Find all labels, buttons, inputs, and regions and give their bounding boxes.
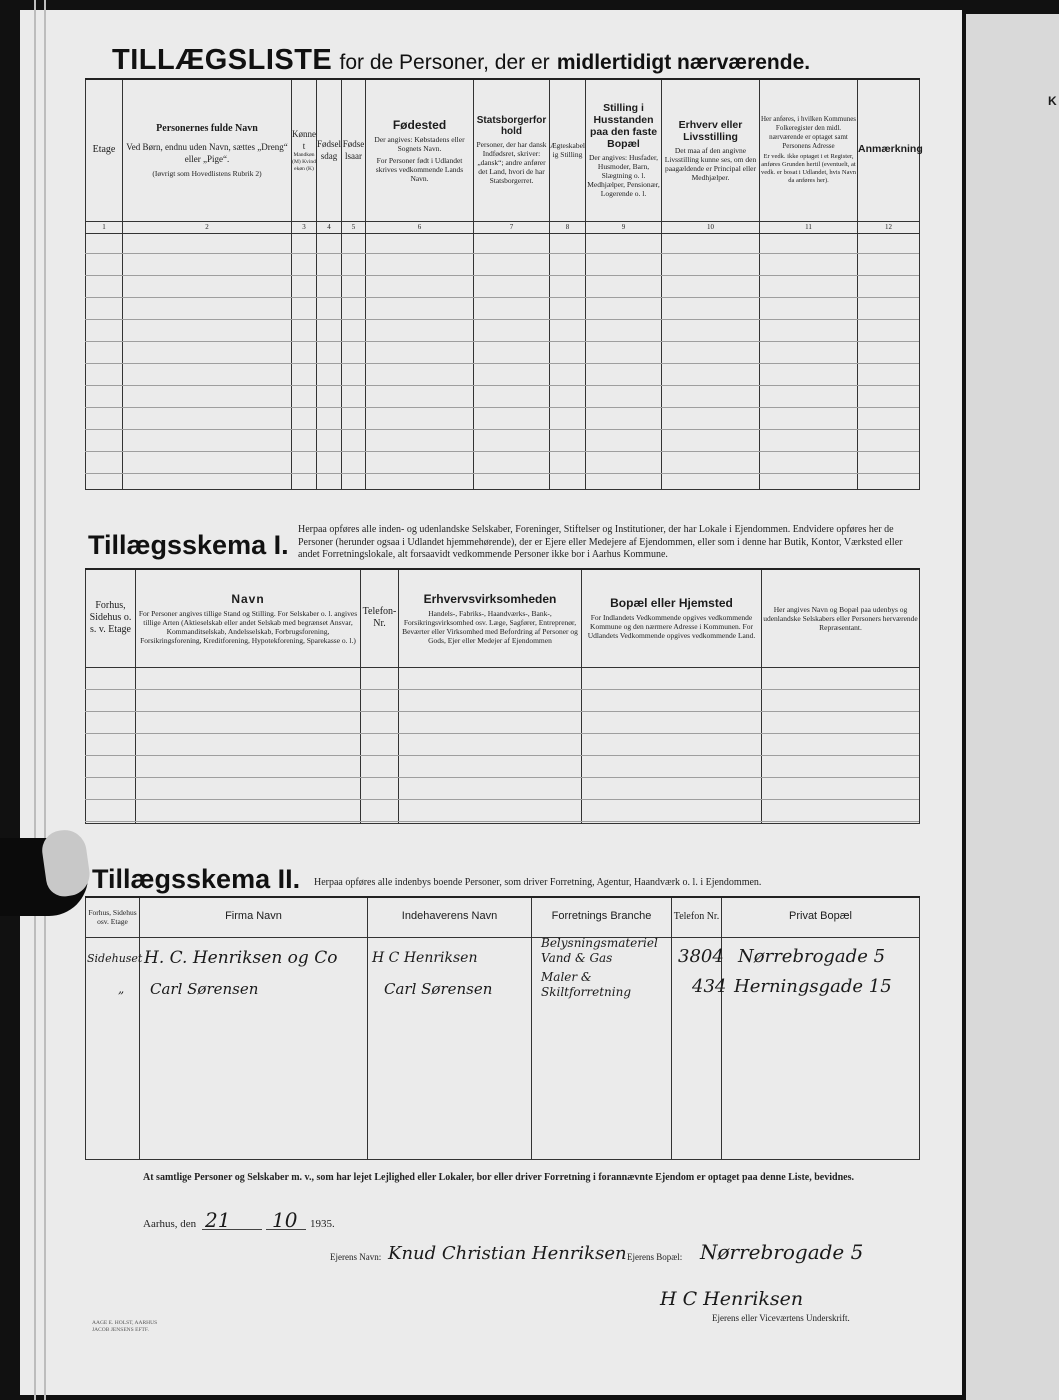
next-page-edge xyxy=(966,14,1059,1400)
row-branch: Belysningsmateriel Vand & Gas xyxy=(541,936,658,965)
certification-text: At samtlige Personer og Selskaber m. v., som har lejet Lejlighed eller Lokaler, bor eller driver Forretning i forannævnte Ejendom er optaget paa denne Liste, bevidnes. xyxy=(143,1172,854,1183)
binding-line xyxy=(34,0,36,1400)
col-num: 5 xyxy=(342,221,366,233)
col-sex: Kønnet Mandkøn (M) Kvindekøn (K) xyxy=(292,79,317,221)
s2-col-owner: Indehaverens Navn xyxy=(368,897,532,937)
col-citizenship: Statsborgerforhold Personer, der har dansk Indfødsret, skriver: „dansk“; andre anfører det Land, hvori de har Statsborgerret. xyxy=(474,79,550,221)
col-num: 8 xyxy=(550,221,586,233)
col-marital: Ægteskabelig Stilling xyxy=(550,79,586,221)
col-household: Stilling i Husstanden paa den faste Bopæl Der angives: Husfader, Husmoder, Barn, Slægtning o. l. Medhjælper, Pensionær, Logerende o. l. xyxy=(586,79,662,221)
s2-col-firm: Firma Navn xyxy=(140,897,368,937)
col-remarks: Anmærkning xyxy=(858,79,920,221)
row-firm: Carl Sørensen xyxy=(150,980,259,998)
s2-col-phone: Telefon Nr. xyxy=(672,897,722,937)
s2-col-etage: Forhus, Sidehus osv. Etage xyxy=(86,897,140,937)
col-name: Personernes fulde Navn Ved Børn, endnu uden Navn, sættes „Dreng“ eller „Pige“. (Iøvrigt som Hovedlistens Rubrik 2) xyxy=(123,79,292,221)
row-phone: 434 xyxy=(692,976,727,997)
schema2-table xyxy=(85,896,920,1160)
col-num: 11 xyxy=(760,221,858,233)
next-page-fragment: K xyxy=(1048,94,1057,108)
row-owner: H C Henriksen xyxy=(372,950,478,966)
col-num: 12 xyxy=(858,221,920,233)
signature-label: Ejerens eller Viceværtens Underskrift. xyxy=(712,1313,850,1323)
col-birthyear: Fødselsaar xyxy=(342,79,366,221)
col-register: Her anføres, i hvilken Kommunes Folkeregister den midl. nærværende er optaget samt Personens Adresse Er vedk. ikke optaget i et Register, anføres Grunden hertil (eventuelt, at vedk. er bosat i Udlandet, hvis Navn da anføres her). xyxy=(760,79,858,221)
printer-imprint: AAGE E. HOLST, AARHUS JACOB JENSENS EFTF. xyxy=(92,1320,158,1333)
binding-line xyxy=(44,0,46,1400)
col-num: 9 xyxy=(586,221,662,233)
row-firm: H. C. Henriksen og Co xyxy=(144,948,338,968)
s1-col-phone: Telefon-Nr. xyxy=(361,569,399,667)
row-address: Herningsgade 15 xyxy=(734,976,892,997)
date-month: 10 xyxy=(272,1208,298,1232)
place-date-label: Aarhus, den xyxy=(143,1218,197,1230)
owner-signature: H C Henriksen xyxy=(660,1288,804,1310)
col-birthplace: Fødested Der angives: Købstadens eller Sognets Navn. For Personer født i Udlandet skrives vedkommende Lands Navn. xyxy=(366,79,474,221)
row-etage: „ xyxy=(118,982,125,996)
s1-col-etage: Forhus, Sidehus o. s. v. Etage xyxy=(86,569,136,667)
schema1-note: Herpaa opføres alle inden- og udenlandske Selskaber, Foreninger, Stiftelser og Institutioner, der har Lokale i Ejendommen. Endvidere opføres her de Personer (herunder ogsaa i Udlandet hjemmehørende), der er Ejere eller Medejere af Ejendommen, eller som i denne har Butik, Kontor, Værksted eller andet Forretningslokale, alt forsaavidt vedkommende Personer ikke bor i Aarhus Kommune. xyxy=(298,524,903,560)
row-etage: Sidehuset xyxy=(87,952,143,965)
owner-address-label: Ejerens Bopæl: xyxy=(627,1252,683,1262)
main-title xyxy=(112,44,810,77)
s2-col-address: Privat Bopæl xyxy=(722,897,920,937)
col-num: 4 xyxy=(317,221,342,233)
owner-name-label: Ejerens Navn: xyxy=(330,1252,382,1262)
col-birthday: Fødselsdag xyxy=(317,79,342,221)
title-main-word: TILLÆGSLISTE xyxy=(112,44,333,76)
s1-col-name: Navn For Personer angives tillige Stand og Stilling. For Selskaber o. l. angives tillige Arten (Aktieselskab eller andet Selskab med begrænset Ansvar, Kommanditselskab, Andelsselskab, Forbrugsforening, Forsikringsforening, Kreditforening, Hypotekforening, Sparekasse o. l.) xyxy=(136,569,361,667)
row-address: Nørrebrogade 5 xyxy=(738,946,886,967)
schema2-note: Herpaa opføres alle indenbys boende Personer, som driver Forretning, Agentur, Haandværk o. l. i Ejendommen. xyxy=(314,877,762,888)
col-num: 2 xyxy=(123,221,292,233)
schema2-body xyxy=(86,937,920,1160)
col-occupation: Erhverv eller Livsstilling Det maa af den angivne Livsstilling kunne ses, om den paagældende er Principal eller Medhjælper. xyxy=(662,79,760,221)
title-middle: for de Personer, der er xyxy=(339,51,550,74)
s1-col-representative: Her angives Navn og Bopæl paa udenbys og udenlandske Selskabers eller Personers herværende Repræsentant. xyxy=(762,569,920,667)
date-year: 1935. xyxy=(310,1218,335,1230)
owner-address: Nørrebrogade 5 xyxy=(700,1240,864,1264)
schema1-ruling xyxy=(85,668,919,822)
s1-col-residence: Bopæl eller Hjemsted For Indlandets Vedkommende opgives vedkommende Kommune og den nærmere Adresse i Kommunen. For Udlandets Vedkommende opgives vedkommende Land. xyxy=(582,569,762,667)
col-num: 6 xyxy=(366,221,474,233)
col-num: 7 xyxy=(474,221,550,233)
row-branch: Maler & Skiltforretning xyxy=(541,970,632,999)
row-owner: Carl Sørensen xyxy=(384,980,493,998)
date-day: 21 xyxy=(205,1208,231,1232)
schema1-title: Tillægsskema I. xyxy=(88,530,289,560)
s2-col-branch: Forretnings Branche xyxy=(532,897,672,937)
s1-col-business: Erhvervsvirksomheden Handels-, Fabriks-, Haandværks-, Bank-, Forsikringsvirksomhed osv. Læge, Sagfører, Entreprenør, Beværter eller Virksomhed med Befordring af Personer og Gods, Ejer eller Medejer af Ejendommen xyxy=(399,569,582,667)
col-num: 10 xyxy=(662,221,760,233)
col-etage: Etage xyxy=(86,79,123,221)
owner-name: Knud Christian Henriksen xyxy=(388,1243,627,1264)
row-phone: 3804 xyxy=(678,946,724,967)
table1-ruling xyxy=(85,232,919,488)
title-end: midlertidigt nærværende. xyxy=(556,51,811,74)
col-num: 1 xyxy=(86,221,123,233)
schema2-title: Tillægsskema II. xyxy=(92,864,301,894)
col-num: 3 xyxy=(292,221,317,233)
